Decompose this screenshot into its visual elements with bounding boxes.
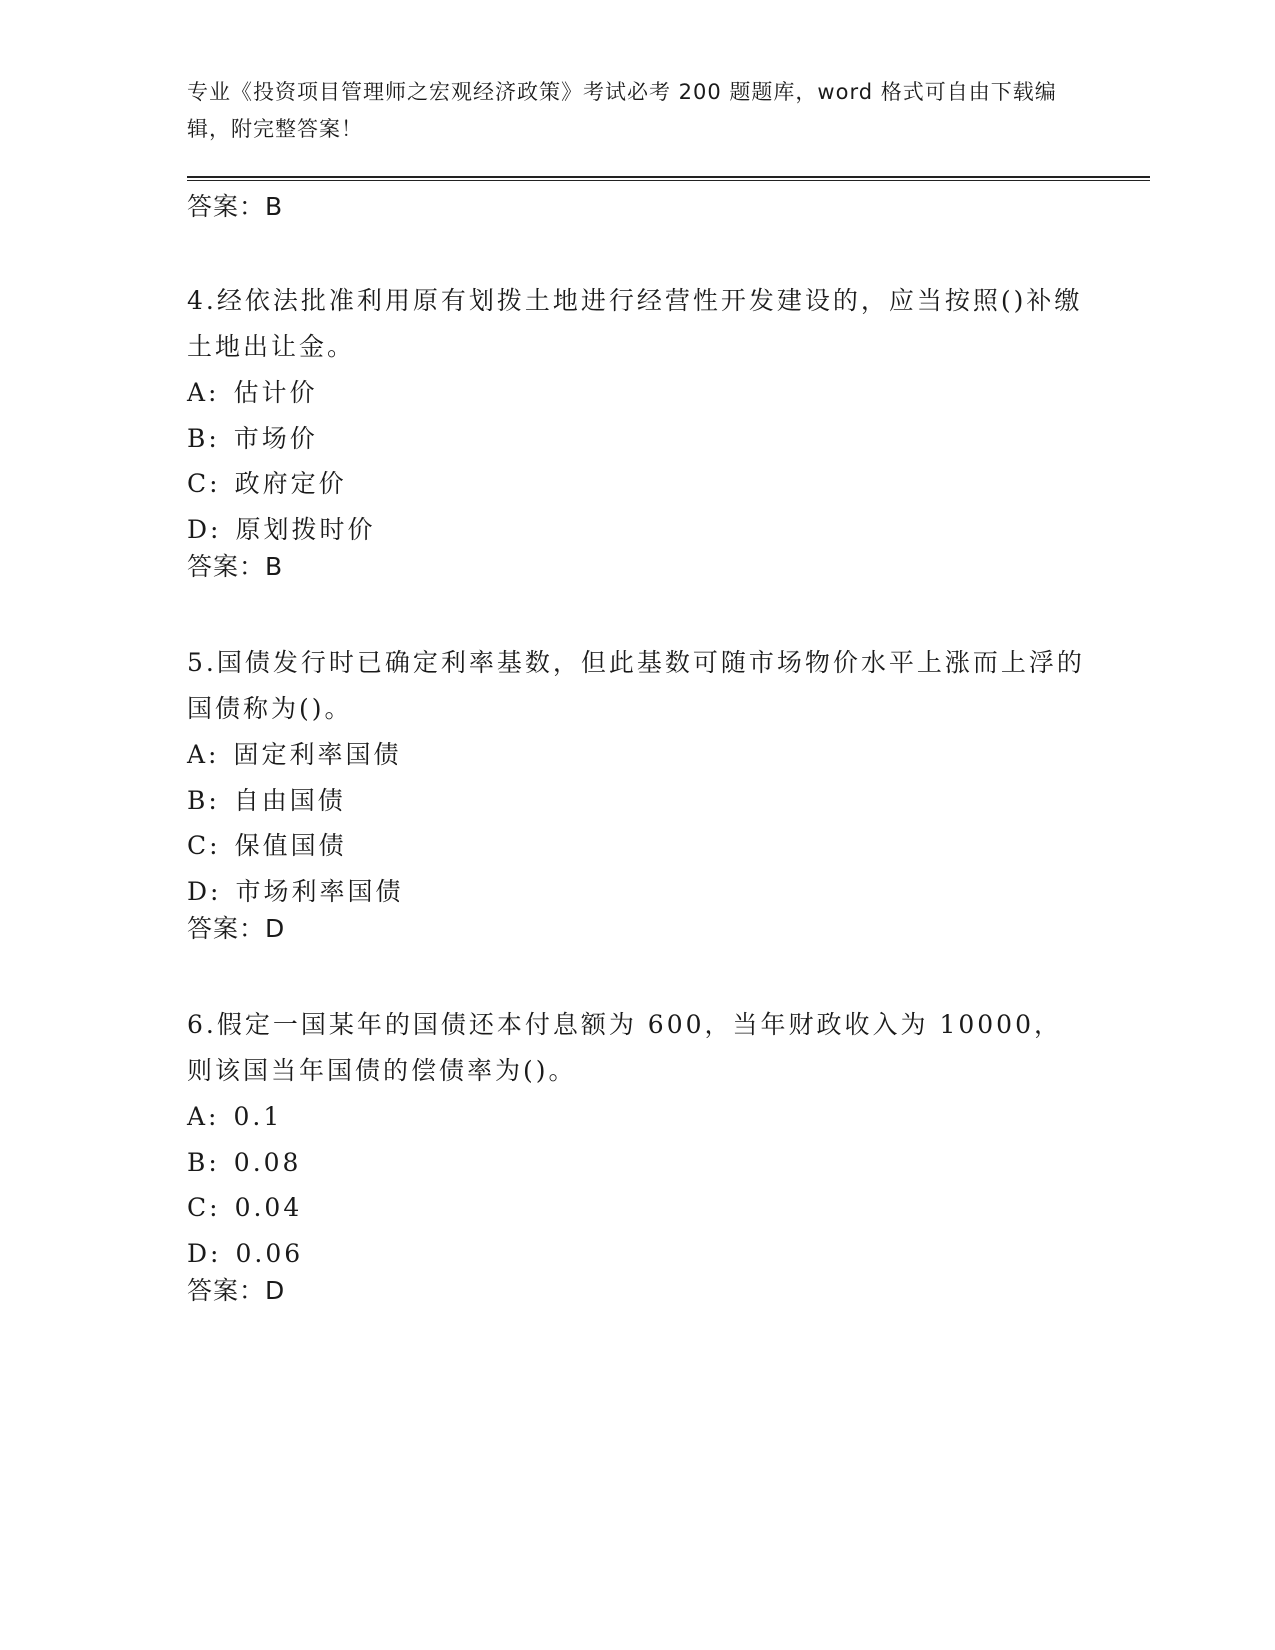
option-key: A: (187, 378, 220, 407)
option-text: 0.08 (233, 1147, 302, 1177)
option-key: B: (187, 1147, 220, 1177)
question-stem: 6.假定一国某年的国债还本付息额为 600，当年财政收入为 10000，则该国当年国债的偿债率为()。 (187, 1010, 1062, 1085)
option-c (187, 823, 1087, 869)
page-header-note: 专业《投资项目管理师之宏观经济政策》考试必考 200 题题库，word 格式可自由下载编辑，附完整答案！ (187, 80, 1057, 141)
option-text: 自由国债 (233, 785, 346, 815)
question-content (187, 192, 1087, 1364)
option-text: 市场利率国债 (235, 876, 404, 906)
question-5 (187, 640, 1087, 944)
question-stem: 4.经依法批准利用原有划拨土地进行经营性开发建设的，应当按照()补缴土地出让金。 (187, 286, 1083, 361)
option-d (187, 1231, 1087, 1277)
option-text: 保值国债 (234, 831, 347, 860)
option-a (187, 370, 1087, 416)
question-answer: 答案：D (187, 914, 286, 943)
question-answer: 答案：B (187, 552, 284, 581)
option-key: D: (187, 876, 222, 906)
option-key: C: (187, 1193, 221, 1222)
option-text: 政府定价 (234, 469, 347, 498)
header-divider (187, 176, 1150, 181)
option-text: 0.04 (234, 1193, 303, 1222)
option-key: A: (187, 1102, 220, 1131)
option-key: A: (187, 740, 220, 769)
option-d (187, 869, 1087, 915)
option-key: B: (187, 785, 220, 815)
option-d (187, 507, 1087, 553)
option-text: 市场价 (233, 423, 318, 453)
option-key: B: (187, 423, 220, 453)
option-text: 0.06 (235, 1238, 304, 1268)
option-text: 估计价 (233, 378, 318, 407)
option-key: D: (187, 1238, 222, 1268)
option-c (187, 1185, 1087, 1231)
question-answer: 答案：D (187, 1276, 286, 1305)
option-b (187, 1140, 1087, 1186)
question-stem: 5.国债发行时已确定利率基数，但此基数可随市场物价水平上涨而上浮的国债称为()。 (187, 648, 1085, 723)
question-6 (187, 1002, 1087, 1306)
option-text: 原划拨时价 (235, 514, 376, 544)
option-text: 0.1 (233, 1102, 283, 1131)
option-key: C: (187, 469, 221, 498)
option-b (187, 778, 1087, 824)
option-text: 固定利率国债 (233, 740, 402, 769)
option-key: C: (187, 831, 221, 860)
question-4 (187, 278, 1087, 582)
carryover-answer: 答案：B (187, 192, 284, 221)
option-c (187, 461, 1087, 507)
option-b (187, 416, 1087, 462)
option-a (187, 732, 1087, 778)
option-key: D: (187, 514, 222, 544)
option-a (187, 1094, 1087, 1140)
